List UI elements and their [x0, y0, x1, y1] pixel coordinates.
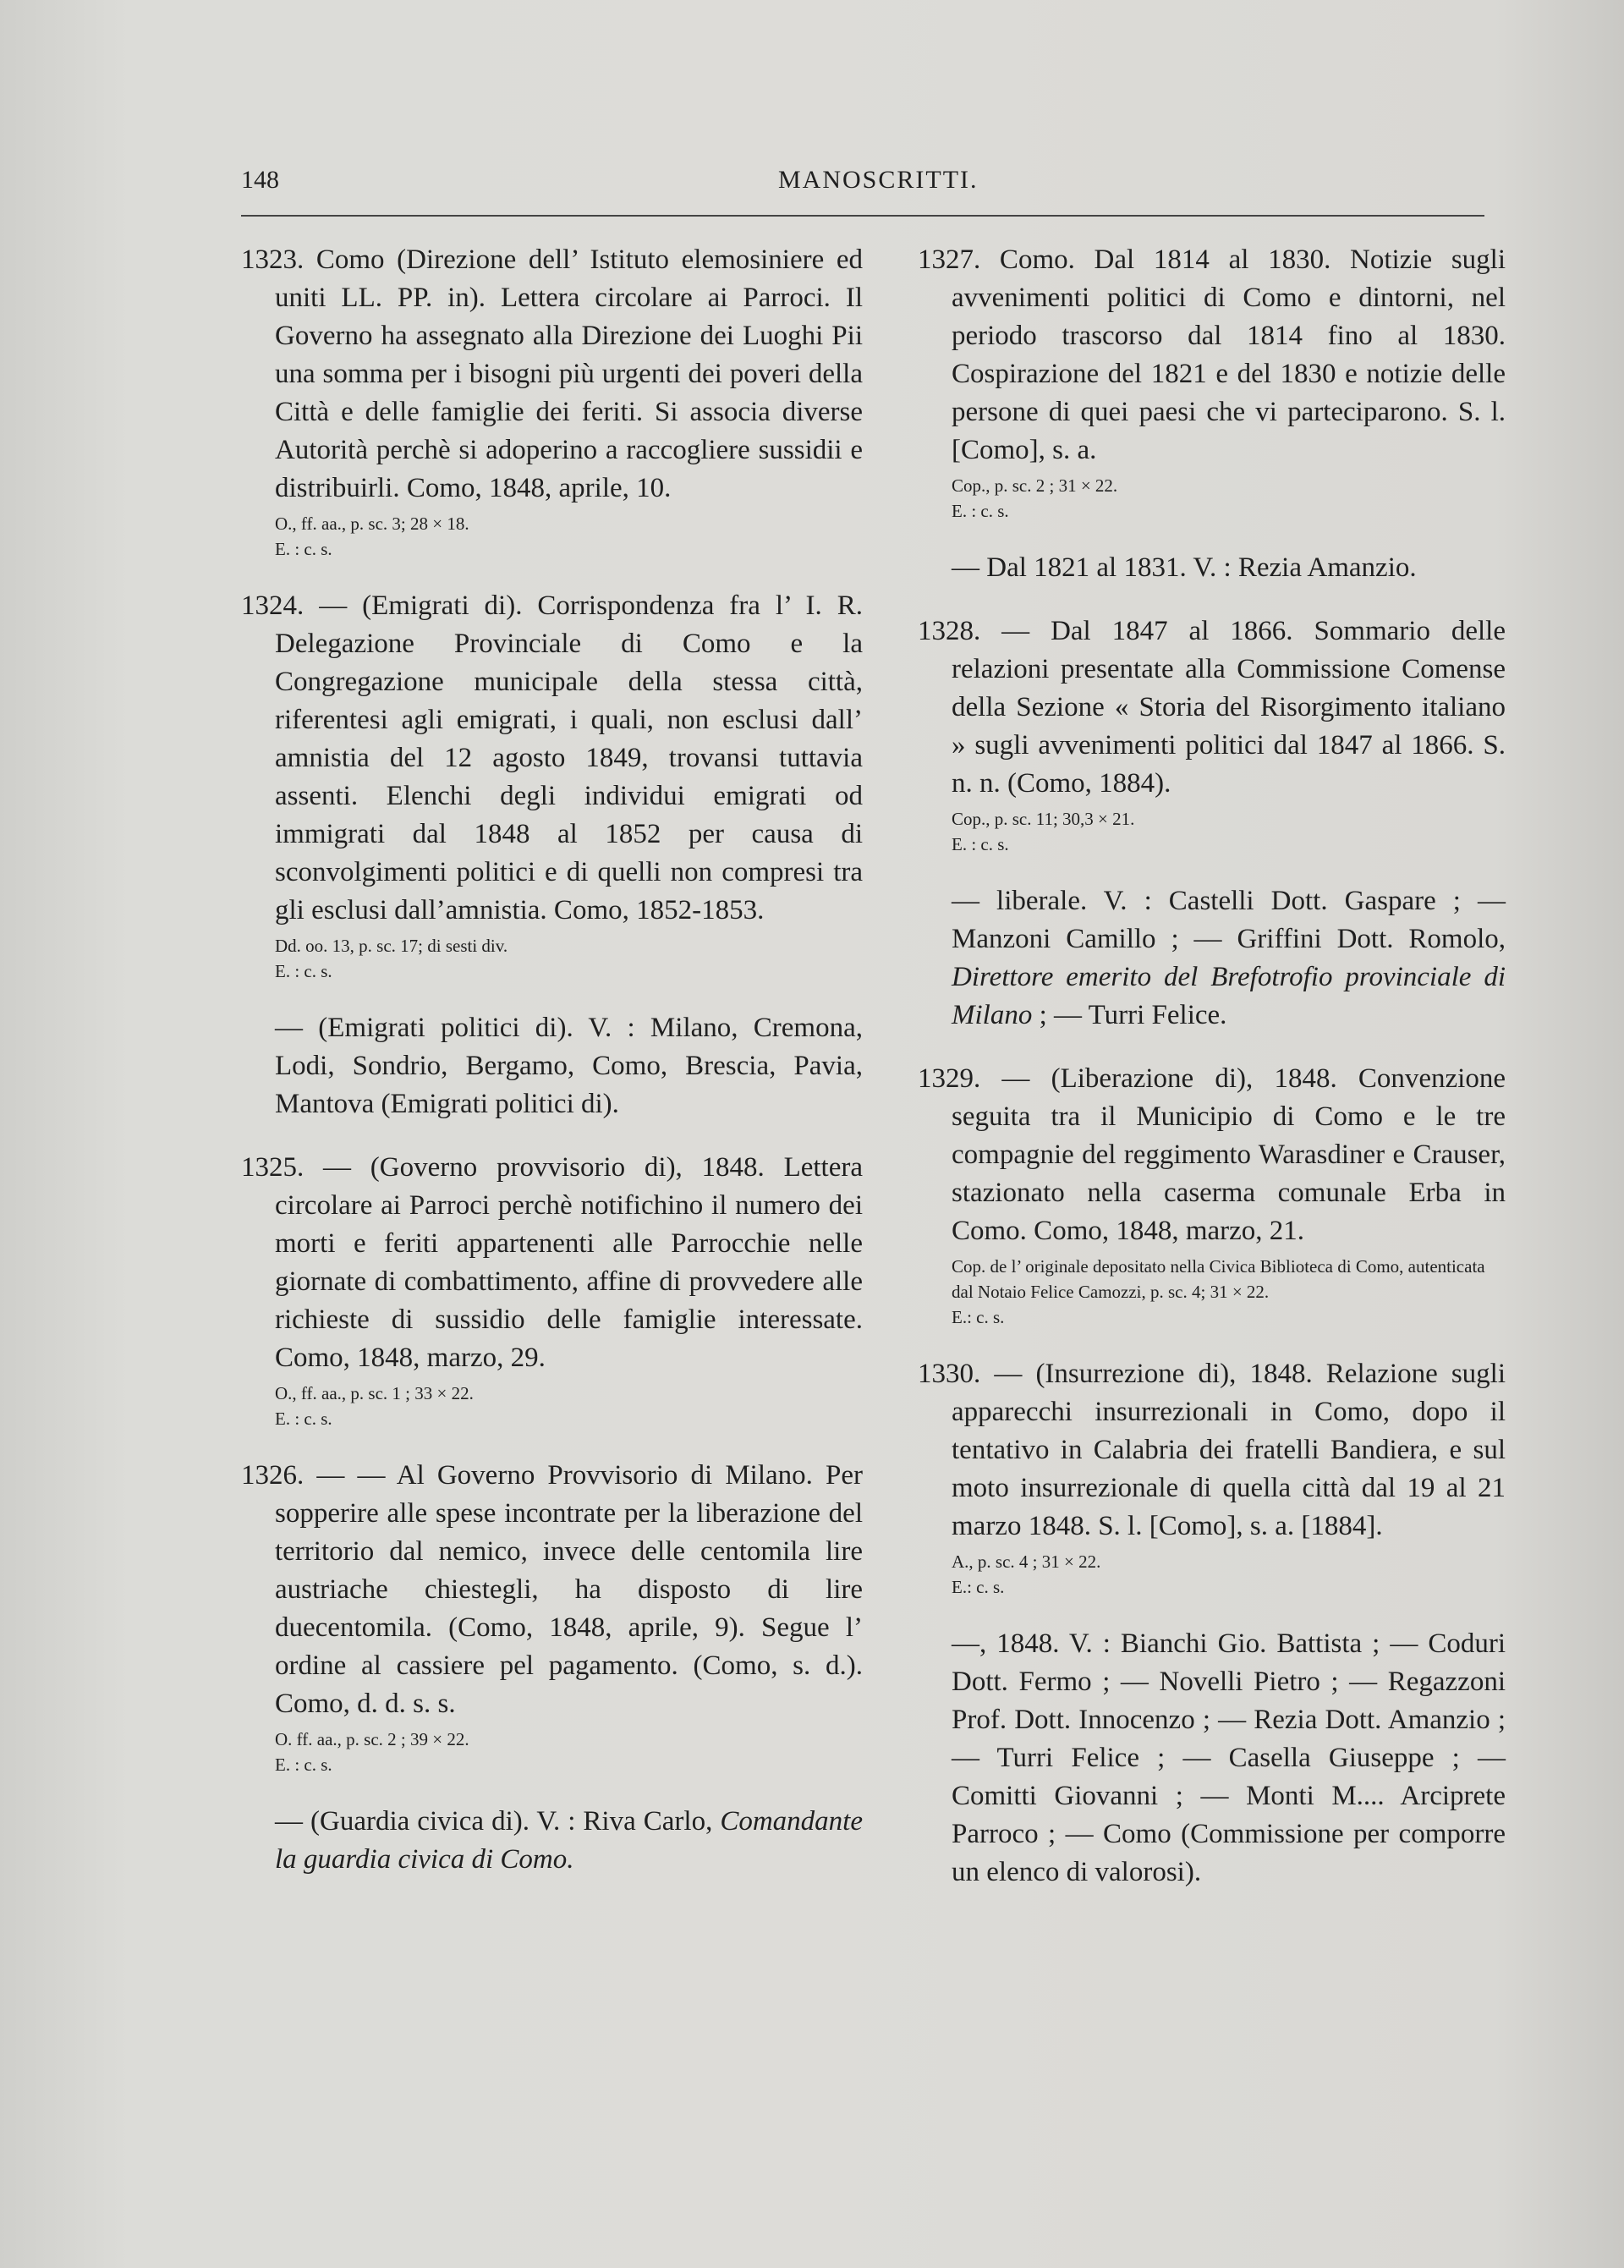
- entry-text: [241, 587, 863, 930]
- note-line: E. : c. s.: [275, 961, 332, 981]
- entry-italic: Direttore emerito del Brefotrofio provinciale di Milano: [952, 962, 1506, 1030]
- running-title: MANOSCRITTI.: [778, 166, 979, 194]
- entry-body: 1327. Como. Dal 1814 al 1830. Notizie sugli avvenimenti politici di Como e dintorni, nel periodo trascorso dal 1814 fino al 1830. Cospirazione del 1821 e del 1830 e notizie delle persone di quei paesi che vi parteciparono. S. l. [Como], s. a.: [918, 244, 1506, 465]
- entry-body: — (Emigrati politici di). V. : Milano, Cremona, Lodi, Sondrio, Bergamo, Como, Brescia, Pavia, Mantova (Emigrati politici di).: [275, 1013, 863, 1119]
- note-line: A., p. sc. 4 ; 31 × 22.: [952, 1551, 1101, 1572]
- note-line: Cop., p. sc. 2 ; 31 × 22.: [952, 475, 1118, 496]
- catalog-entry: [241, 1457, 863, 1777]
- page-number: 148: [241, 166, 279, 194]
- entry-notes: [952, 806, 1506, 857]
- note-line: E. : c. s.: [275, 1755, 332, 1775]
- entry-text: [241, 1803, 863, 1879]
- entry-notes: [952, 1549, 1506, 1600]
- entry-body: 1324. — (Emigrati di). Corrispondenza fra l’ I. R. Delegazione Provinciale di Como e la Congregazione municipale della stessa città, riferentesi agli emigrati, i quali, non esclusi dall’ amnistia del 12 agosto 1849, trovansi tuttavia assenti. Elenchi degli individui emigrati od immigrati dal 1848 al 1852 per causa di sconvolgimenti politici e di quelli non compresi tra gli esclusi dall’amnistia. Como, 1852-1853.: [241, 590, 863, 925]
- cross-reference: [241, 1009, 863, 1123]
- entry-text: [918, 1625, 1506, 1892]
- entry-text: [241, 1457, 863, 1723]
- entry-body: 1328. — Dal 1847 al 1866. Sommario delle relazioni presentate alla Commissione Comense della Sezione « Storia del Risorgimento italiano » sugli avvenimenti politici dal 1847 al 1866. S. n. n. (Como, 1884).: [918, 616, 1506, 799]
- entry-text: [918, 1060, 1506, 1250]
- entry-body: 1323. Como (Direzione dell’ Istituto elemosiniere ed uniti LL. PP. in). Lettera circolare ai Parroci. Il Governo ha assegnato alla Direzione dei Luoghi Pii una somma per i bisogni più urgenti dei poveri della Città e delle famiglie dei feriti. Si associa diverse Autorità perchè si adoperino a raccogliere sussidii e distribuirli. Como, 1848, aprile, 10.: [241, 244, 863, 503]
- note-line: O. ff. aa., p. sc. 2 ; 39 × 22.: [275, 1729, 469, 1749]
- entry-text: [918, 241, 1506, 470]
- note-line: Cop. de l’ originale depositato nella Civica Biblioteca di Como, autenticata dal Notaio Felice Camozzi, p. sc. 4; 31 × 22.: [952, 1256, 1485, 1302]
- entry-notes: [275, 933, 863, 984]
- cross-reference: [918, 549, 1506, 587]
- entry-tail: ; — Turri Felice.: [1032, 1000, 1227, 1030]
- catalog-entry: [241, 587, 863, 984]
- header-rule: [241, 215, 1484, 217]
- note-line: E. : c. s.: [275, 539, 332, 559]
- entry-body: — Dal 1821 al 1831. V. : Rezia Amanzio.: [952, 552, 1417, 583]
- catalog-entry: [918, 241, 1506, 524]
- page-header: [241, 166, 1484, 208]
- entry-body: 1330. — (Insurrezione di), 1848. Relazione sugli apparecchi insurrezionali in Como, dopo il tentativo in Calabria dei fratelli Bandiera, e sul moto insurrezionale di quella città dal 19 al 21 marzo 1848. S. l. [Como], s. a. [1884].: [918, 1359, 1506, 1541]
- cross-reference: [241, 1803, 863, 1879]
- entry-text: [918, 549, 1506, 587]
- entry-body: 1326. — — Al Governo Provvisorio di Milano. Per sopperire alle spese incontrate per la liberazione del territorio dal nemico, invece delle centomila lire austriache chiestegli, ha disposto di lire duecentomila. (Como, 1848, aprile, 9). Segue l’ ordine al cassiere pel pagamento. (Como, s. d.). Como, d. d. s. s.: [241, 1460, 863, 1719]
- entry-notes: [952, 473, 1506, 524]
- entry-italic: Comandante la guardia civica di Como.: [275, 1806, 864, 1875]
- note-line: Cop., p. sc. 11; 30,3 × 21.: [952, 809, 1135, 829]
- note-line: O., ff. aa., p. sc. 3; 28 × 18.: [275, 513, 469, 534]
- entry-body: 1325. — (Governo provvisorio di), 1848. Lettera circolare ai Parroci perchè notifichino il numero dei morti e feriti appartenenti alle Parrocchie nelle giornate di combattimento, affine di provvedere alle richieste di sussidio delle famiglie interessate. Como, 1848, marzo, 29.: [241, 1152, 863, 1373]
- cross-reference: [918, 1625, 1506, 1892]
- entry-notes: [275, 1727, 863, 1777]
- entry-body: 1329. — (Liberazione di), 1848. Convenzione seguita tra il Municipio di Como e le tre compagnie del reggimento Warasdiner e Crauser, stazionato nella caserma comunale Erba in Como. Como, 1848, marzo, 21.: [918, 1063, 1506, 1246]
- cross-reference: [918, 882, 1506, 1035]
- entry-notes: [952, 1254, 1506, 1330]
- entry-body: — liberale. V. : Castelli Dott. Gaspare ; — Manzoni Camillo ; — Griffini Dott. Romolo,: [952, 886, 1506, 954]
- entry-text: [241, 1009, 863, 1123]
- note-line: E. : c. s.: [952, 501, 1009, 521]
- entry-text: [918, 612, 1506, 803]
- catalog-entry: [241, 1149, 863, 1431]
- catalog-entry: [241, 241, 863, 562]
- note-line: E.: c. s.: [952, 1577, 1005, 1597]
- left-column: [241, 241, 863, 1904]
- catalog-entry: [918, 1060, 1506, 1330]
- right-column: [918, 241, 1506, 1917]
- catalog-entry: [918, 612, 1506, 857]
- entry-text: [241, 241, 863, 508]
- entry-text: [918, 1355, 1506, 1546]
- entry-text: [918, 882, 1506, 1035]
- entry-body: — (Guardia civica di). V. : Riva Carlo,: [275, 1806, 713, 1837]
- catalog-entry: [918, 1355, 1506, 1600]
- entry-notes: [275, 511, 863, 562]
- note-line: E. : c. s.: [275, 1409, 332, 1429]
- note-line: E.: c. s.: [952, 1307, 1005, 1327]
- note-line: Dd. oo. 13, p. sc. 17; di sesti div.: [275, 936, 508, 956]
- note-line: E. : c. s.: [952, 834, 1009, 854]
- entry-notes: [275, 1381, 863, 1431]
- note-line: O., ff. aa., p. sc. 1 ; 33 × 22.: [275, 1383, 474, 1403]
- entry-text: [241, 1149, 863, 1377]
- entry-body: —, 1848. V. : Bianchi Gio. Battista ; — Coduri Dott. Fermo ; — Novelli Pietro ; — Regazzoni Prof. Dott. Innocenzo ; — Rezia Dott. Amanzio ; — Turri Felice ; — Casella Giuseppe ; — Comitti Giovanni ; — Monti M.... Arciprete Parroco ; — Como (Commissione per comporre un elenco di valorosi).: [952, 1628, 1506, 1887]
